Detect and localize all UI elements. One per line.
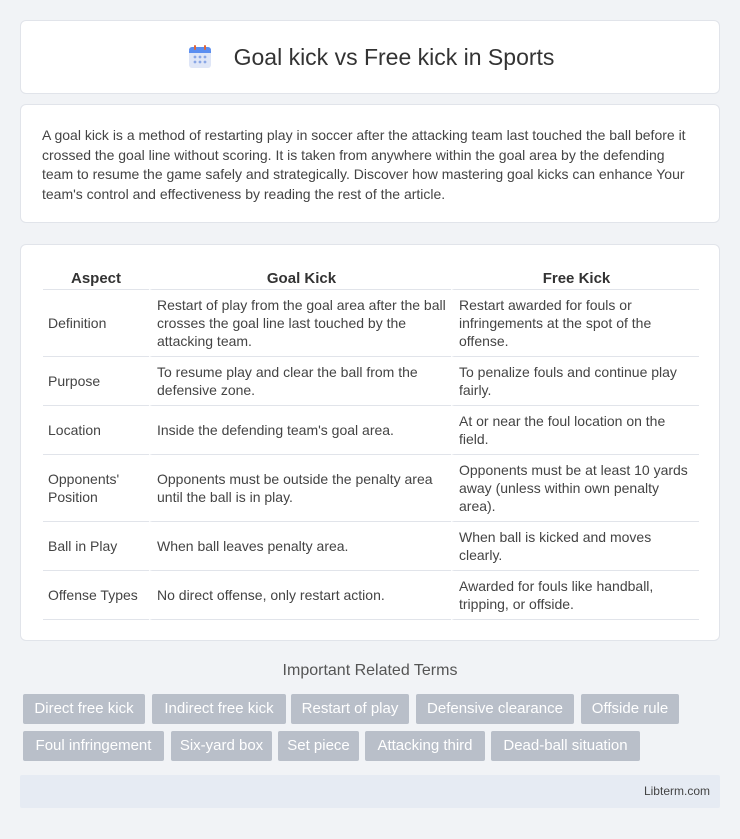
tag-indirect-free-kick[interactable]: Indirect free kick: [152, 694, 286, 724]
footer-site-link[interactable]: Libterm.com: [643, 784, 710, 798]
bar-chart-calendar-icon: [186, 43, 214, 71]
cell-goal-kick: To resume play and clear the ball from the defensive zone.: [149, 357, 451, 406]
table-row: [43, 290, 699, 357]
tag-six-yard-box[interactable]: Six-yard box: [171, 731, 272, 761]
intro-card: [20, 104, 720, 223]
cell-aspect: Definition: [43, 290, 149, 357]
cell-goal-kick: When ball leaves penalty area.: [149, 522, 451, 571]
cell-aspect: Location: [43, 406, 149, 455]
tag-defensive-clearance[interactable]: Defensive clearance: [416, 694, 574, 724]
table-row: [43, 522, 699, 571]
cell-aspect: Opponents' Position: [43, 455, 149, 522]
intro-text: A goal kick is a method of restarting play in soccer after the attacking team last touched the ball before it crossed the goal line without scoring. It is taken from anywhere within the goal area by the defending team to resume the game safely and strategically. Discover how mastering goal kicks can enhance Your team's control and effectiveness by reading the rest of the article.: [42, 127, 686, 202]
cell-goal-kick: Opponents must be outside the penalty area until the ball is in play.: [149, 455, 451, 522]
header-free-kick: Free Kick: [451, 265, 699, 290]
cell-free-kick: Restart awarded for fouls or infringements at the spot of the offense.: [451, 290, 699, 357]
cell-aspect: Ball in Play: [43, 522, 149, 571]
cell-aspect: Offense Types: [43, 571, 149, 620]
cell-goal-kick: Inside the defending team's goal area.: [149, 406, 451, 455]
cell-goal-kick: No direct offense, only restart action.: [149, 571, 451, 620]
tag-dead-ball-situation[interactable]: Dead-ball situation: [491, 731, 640, 761]
header-goal-kick: Goal Kick: [149, 265, 451, 290]
page-title: Goal kick vs Free kick in Sports: [233, 43, 555, 70]
tag-restart-of-play[interactable]: Restart of play: [291, 694, 409, 724]
table-row: [43, 571, 699, 620]
table-row: [43, 357, 699, 406]
table-row: [43, 406, 699, 455]
cell-aspect: Purpose: [43, 357, 149, 406]
tag-attacking-third[interactable]: Attacking third: [365, 731, 485, 761]
tag-set-piece[interactable]: Set piece: [278, 731, 359, 761]
table-row: [43, 455, 699, 522]
cell-goal-kick: Restart of play from the goal area after the ball crosses the goal line last touched by the attacking team.: [149, 290, 451, 357]
tag-direct-free-kick[interactable]: Direct free kick: [23, 694, 145, 724]
title-card: [20, 20, 720, 94]
cell-free-kick: At or near the foul location on the field.: [451, 406, 699, 455]
tag-offside-rule[interactable]: Offside rule: [581, 694, 679, 724]
tag-foul-infringement[interactable]: Foul infringement: [23, 731, 164, 761]
comparison-table: [43, 265, 699, 620]
related-terms-title: Important Related Terms: [282, 662, 458, 679]
table-header-row: [43, 265, 699, 290]
header-aspect: Aspect: [43, 265, 149, 290]
footer: [20, 775, 720, 808]
cell-free-kick: Awarded for fouls like handball, tripping, or offside.: [451, 571, 699, 620]
cell-free-kick: To penalize fouls and continue play fairly.: [451, 357, 699, 406]
comparison-table-card: [20, 244, 720, 641]
cell-free-kick: Opponents must be at least 10 yards away (unless within own penalty area).: [451, 455, 699, 522]
cell-free-kick: When ball is kicked and moves clearly.: [451, 522, 699, 571]
